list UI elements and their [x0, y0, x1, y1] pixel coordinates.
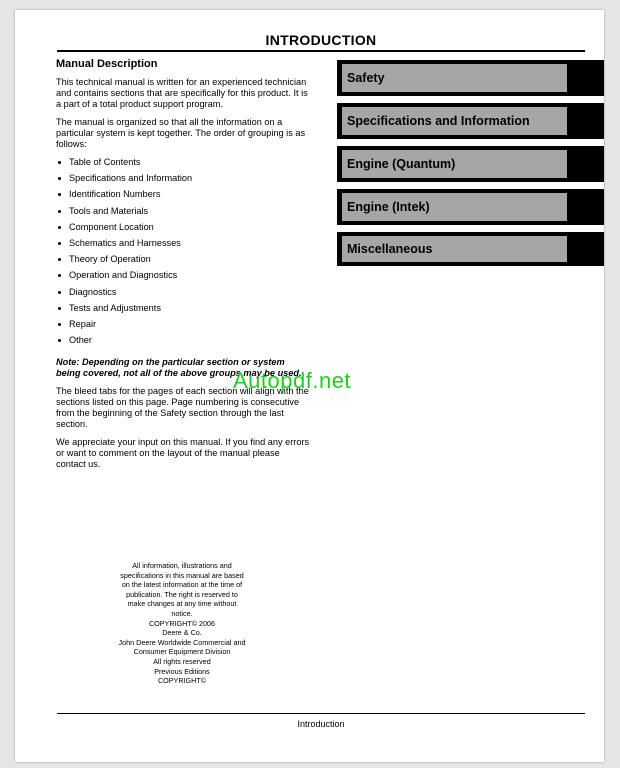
list-item: Table of Contents: [56, 157, 310, 173]
copyright-notice: [107, 561, 257, 686]
tab-label: Engine (Quantum): [342, 150, 567, 178]
copyright-line: on the latest information at the time of: [121, 580, 243, 590]
list-item: Tests and Adjustments: [56, 303, 310, 319]
copyright-line: specifications in this manual are based: [120, 570, 244, 580]
footer-rule: [57, 713, 585, 714]
footer-section-name: Introduction: [297, 719, 345, 729]
manual-page: [15, 10, 604, 762]
tab-specifications[interactable]: [337, 103, 604, 139]
tab-safety[interactable]: [337, 60, 604, 96]
tab-engine-intek[interactable]: [337, 189, 604, 225]
list-item: Tools and Materials: [56, 206, 310, 222]
copyright-line: Previous Editions: [154, 666, 210, 676]
copyright-line: COPYRIGHT©: [157, 676, 207, 686]
copyright-line: All rights reserved: [153, 656, 211, 666]
note-text: Note: Depending on the particular section or system being covered, not all of the above groups may be used.: [56, 357, 302, 379]
page-title: INTRODUCTION: [265, 32, 377, 48]
tab-label: Specifications and Information: [342, 107, 567, 135]
list-item: Identification Numbers: [56, 189, 310, 205]
manual-description: [56, 59, 310, 477]
paragraph-bleed-tabs: The bleed tabs for the pages of each section will align with the sections listed on this page. Page numbering is consecutive from the beginning of the Safety section through the last section.: [56, 386, 309, 430]
paragraph-intro: This technical manual is written for an experienced technician and contains sections that are specifically for this product. It is a part of a total product support program.: [56, 77, 308, 109]
section-tabs: [337, 60, 604, 273]
copyright-line: publication. The right is reserved to: [126, 589, 238, 599]
tab-label: Miscellaneous: [342, 236, 567, 262]
tab-label: Safety: [342, 64, 567, 92]
copyright-line: Consumer Equipment Division: [133, 647, 231, 657]
tab-miscellaneous[interactable]: [337, 232, 604, 266]
copyright-line: notice.: [171, 608, 193, 618]
copyright-line: All information, illustrations and: [132, 561, 232, 570]
tab-engine-quantum[interactable]: [337, 146, 604, 182]
grouping-list: [56, 157, 310, 351]
list-item: Diagnostics: [56, 287, 310, 303]
watermark: Autopdf.net: [233, 368, 352, 393]
list-item: Operation and Diagnostics: [56, 270, 310, 286]
tab-label: Engine (Intek): [342, 193, 567, 221]
list-item: Component Location: [56, 222, 310, 238]
paragraph-feedback: We appreciate your input on this manual. If you find any errors or want to comment on the layout of the manual please contact us.: [56, 437, 310, 470]
paragraph-organization: The manual is organized so that all the information on a particular system is kept together. The order of grouping is as follows:: [56, 117, 306, 149]
copyright-line: make changes at any time without: [127, 599, 237, 609]
list-item: Other: [56, 335, 310, 351]
list-item: Theory of Operation: [56, 254, 310, 270]
copyright-line: COPYRIGHT© 2006: [148, 618, 215, 628]
copyright-line: Deere & Co.: [162, 628, 202, 638]
title-rule: [57, 50, 585, 52]
list-item: Specifications and Information: [56, 173, 310, 189]
copyright-line: John Deere Worldwide Commercial and: [118, 637, 246, 647]
list-item: Repair: [56, 319, 310, 335]
section-heading: Manual Description: [56, 58, 158, 70]
list-item: Schematics and Harnesses: [56, 238, 310, 254]
